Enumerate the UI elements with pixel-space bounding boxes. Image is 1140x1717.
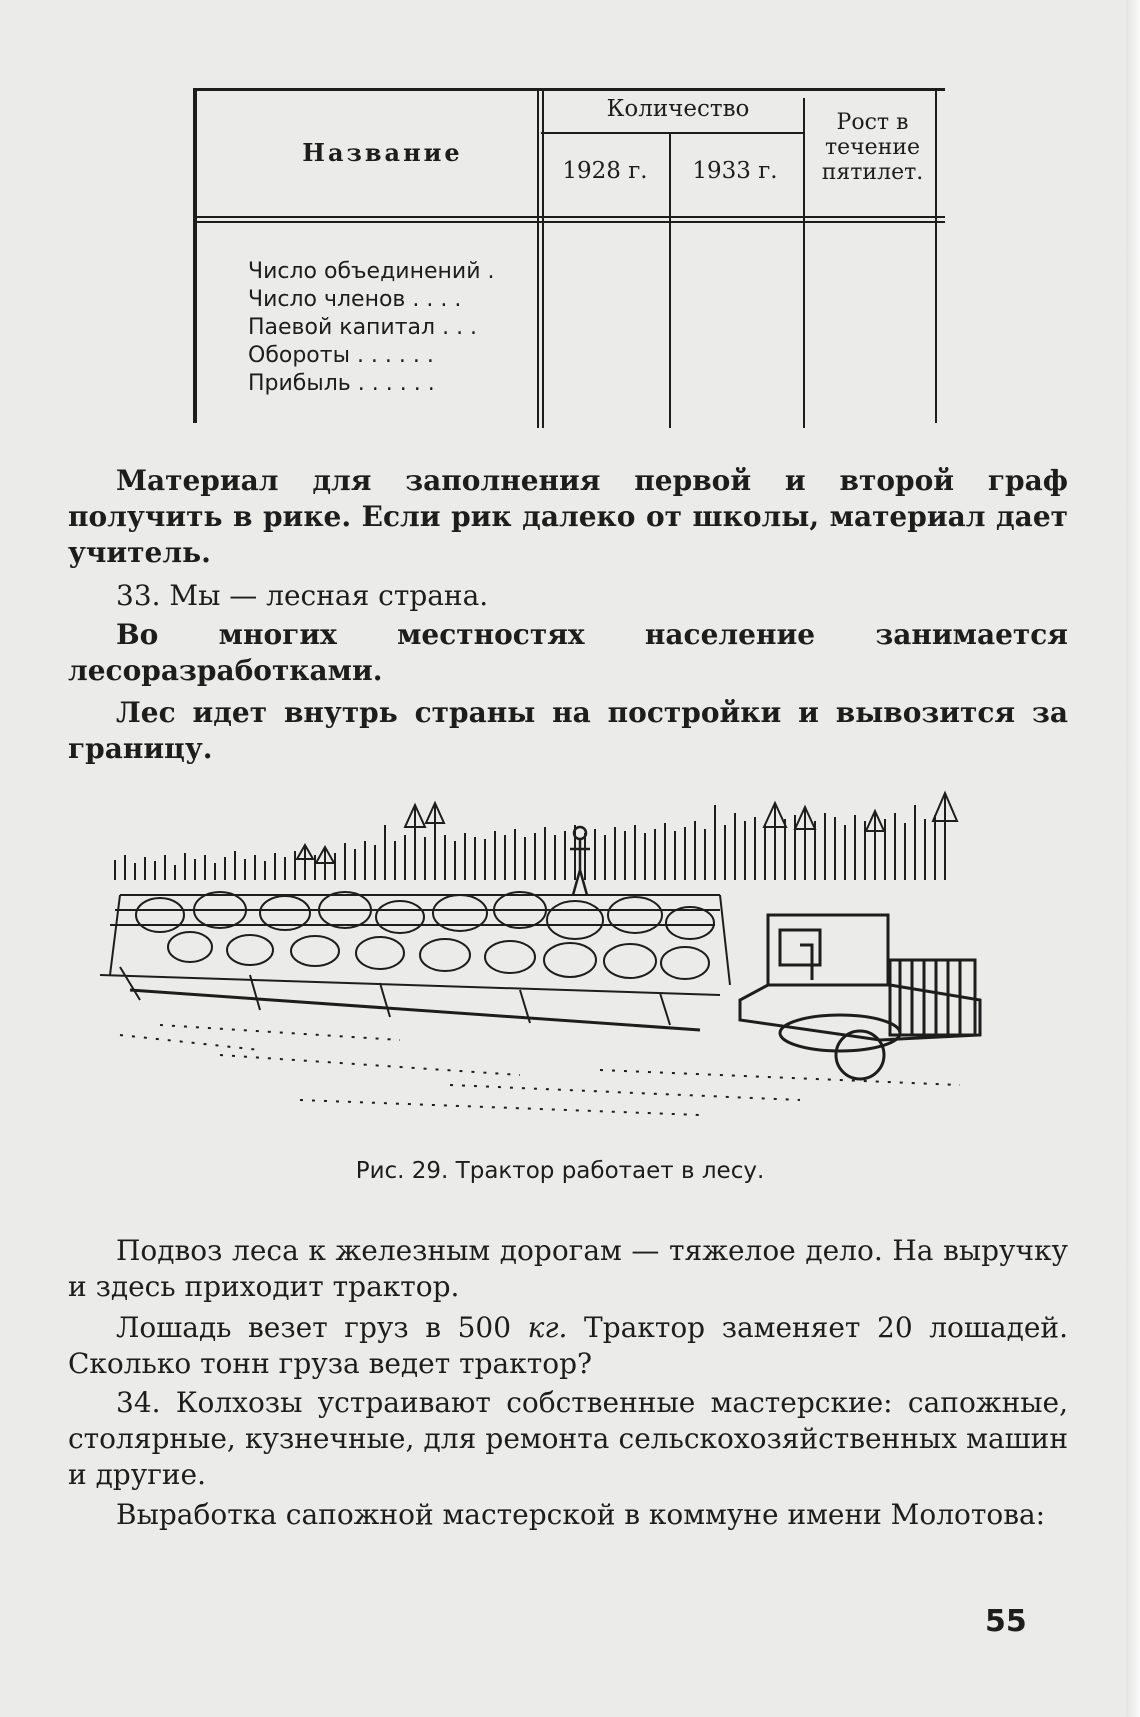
cooperative-table [193, 88, 945, 428]
worker-figure [570, 827, 590, 895]
table-left-rule [193, 88, 197, 423]
figure-caption: Рис. 29. Трактор работает в лесу. [355, 1158, 765, 1184]
page-edge [1126, 0, 1140, 1717]
growth-header-line2: течение [824, 135, 921, 160]
growth-header-line1: Рост в [836, 110, 909, 135]
horse-load-text-start: Лошадь везет груз в 500 [116, 1311, 528, 1344]
tractor [740, 915, 980, 1079]
task-33-heading-text: 33. Мы — лесная страна. [116, 579, 489, 612]
page-number: 55 [985, 1604, 1027, 1639]
horse-load-text-end: Трактор заменяет 20 лошадей. Сколько тонн груза ведет трактор? [68, 1311, 1068, 1380]
paragraph-timber-export [68, 695, 1068, 767]
growth-header-line3: пятилет. [821, 160, 924, 185]
quantity-subrule [541, 132, 803, 134]
quantity-header: Количество [606, 96, 750, 122]
task-34-paragraph [68, 1385, 1068, 1493]
table-row: Число членов . . . . [248, 287, 462, 312]
forest-treeline [115, 793, 945, 880]
table-row: Обороты . . . . . . [248, 343, 434, 368]
unit-kg: кг. [527, 1311, 568, 1344]
paragraph-molotov-commune [68, 1497, 1068, 1533]
growth-header [805, 110, 940, 185]
log-sleds [100, 892, 730, 1030]
year-1933-header: 1933 г. [692, 158, 778, 184]
table-top-rule [193, 88, 945, 91]
table-row: Прибыль . . . . . . [248, 371, 435, 396]
molotov-commune-text: Выработка сапожной мастерской в коммуне имени Молотова: [116, 1498, 1046, 1531]
table-head-rule [193, 216, 945, 218]
table-row: Паевой капитал . . . [248, 315, 478, 340]
year-1928-header: 1928 г. [562, 158, 648, 184]
table-row: Число объединений . [248, 259, 495, 284]
name-header: Название [302, 138, 463, 167]
task-34-text: 34. Колхозы устраивают собственные мастерские: сапожные, столярные, кузнечные, для ремонта сельскохозяйственных машин и другие. [68, 1386, 1068, 1491]
paragraph-hauling-text: Подвоз леса к железным дорогам — тяжелое дело. На выручку и здесь приходит трактор. [68, 1234, 1068, 1303]
table-head-rule-2 [193, 221, 945, 223]
paragraph-timber-export-text: Лес идет внутрь страны на постройки и вывозится за границу. [68, 696, 1068, 765]
task-33-heading [68, 578, 1068, 614]
snow-ground [120, 1025, 960, 1115]
paragraph-horse-load [68, 1310, 1068, 1382]
paragraph-material [68, 463, 1068, 571]
paragraph-hauling [68, 1233, 1068, 1305]
tractor-in-forest-illustration [100, 785, 1045, 1130]
paragraph-material-text: Материал для заполнения первой и второй граф получить в рике. Если рик далеко от школы, материал дает учитель. [68, 464, 1068, 569]
paragraph-lumbering [68, 617, 1068, 689]
paragraph-lumbering-text: Во многих местностях население занимается лесоразработками. [68, 618, 1068, 687]
table-row-labels [248, 258, 540, 398]
